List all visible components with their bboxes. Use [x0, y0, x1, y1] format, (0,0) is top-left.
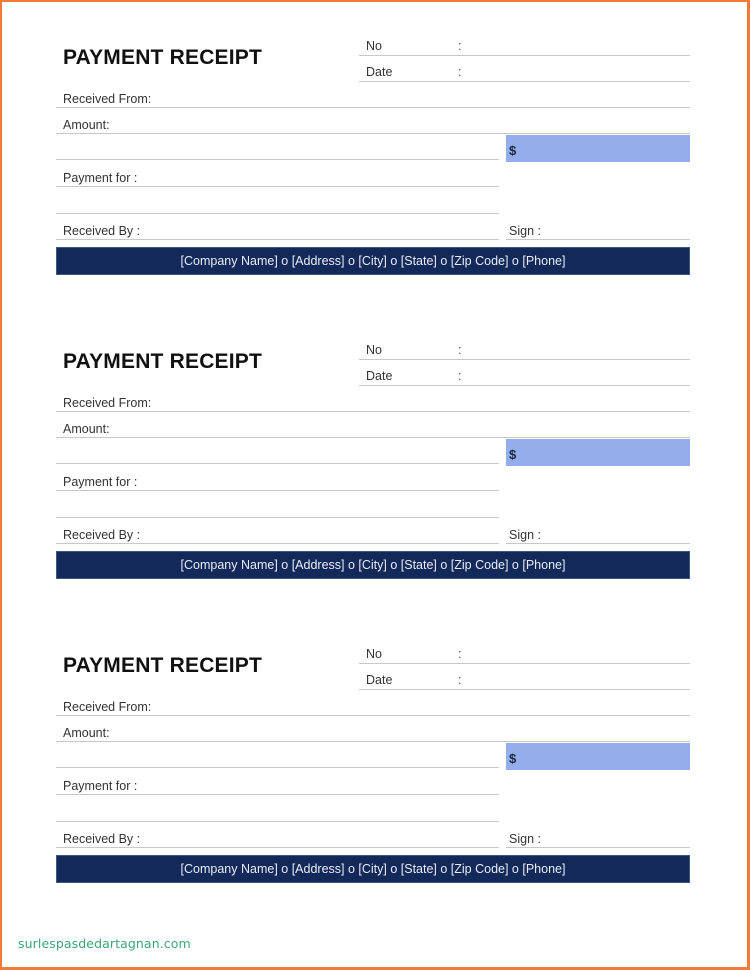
date-field[interactable]	[470, 369, 688, 383]
payment-for-field[interactable]	[145, 475, 495, 489]
received-from-field[interactable]	[155, 700, 685, 714]
date-colon: :	[458, 673, 462, 687]
no-field[interactable]	[470, 39, 688, 53]
amount-words-underline	[56, 767, 499, 768]
received-by-label: Received By :	[63, 528, 141, 542]
payment-for-label: Payment for :	[63, 171, 138, 185]
received-by-field[interactable]	[142, 832, 492, 846]
date-field[interactable]	[470, 673, 688, 687]
sign-label: Sign :	[509, 832, 541, 846]
received-by-field[interactable]	[142, 224, 492, 238]
payment-receipt-2	[0, 330, 750, 610]
date-label: Date	[366, 65, 393, 79]
received-by-label: Received By :	[63, 224, 141, 238]
no-colon: :	[458, 39, 462, 53]
no-label: No	[366, 647, 382, 661]
date-underline	[359, 81, 690, 82]
sign-underline	[506, 847, 690, 848]
payment-for-underline-2	[56, 821, 499, 822]
received-from-field[interactable]	[155, 396, 685, 410]
company-footer-text: [Company Name] o [Address] o [City] o [State] o [Zip Code] o [Phone]	[180, 254, 566, 268]
received-from-underline	[56, 715, 690, 716]
sign-underline	[506, 543, 690, 544]
amount-value-field[interactable]	[506, 743, 690, 770]
payment-for-label: Payment for :	[63, 475, 138, 489]
date-colon: :	[458, 369, 462, 383]
receipt-title: PAYMENT RECEIPT	[63, 654, 263, 677]
received-from-label: Received From:	[63, 92, 152, 106]
amount-label: Amount:	[63, 422, 110, 436]
received-from-underline	[56, 411, 690, 412]
payment-for-underline-1	[56, 490, 499, 491]
receipt-title: PAYMENT RECEIPT	[63, 46, 263, 69]
received-by-field[interactable]	[142, 528, 492, 542]
no-underline	[359, 55, 690, 56]
amount-underline	[56, 437, 690, 438]
date-colon: :	[458, 65, 462, 79]
payment-for-underline-2	[56, 213, 499, 214]
received-by-label: Received By :	[63, 832, 141, 846]
received-by-underline	[56, 239, 499, 240]
no-colon: :	[458, 343, 462, 357]
received-by-underline	[56, 543, 499, 544]
payment-for-field[interactable]	[145, 779, 495, 793]
sign-label: Sign :	[509, 224, 541, 238]
amount-words-field[interactable]	[63, 143, 493, 157]
no-label: No	[366, 343, 382, 357]
amount-value-field[interactable]	[506, 439, 690, 466]
amount-underline	[56, 741, 690, 742]
date-label: Date	[366, 673, 393, 687]
sign-underline	[506, 239, 690, 240]
date-label: Date	[366, 369, 393, 383]
received-from-label: Received From:	[63, 700, 152, 714]
payment-receipt-1	[0, 26, 750, 306]
sign-label: Sign :	[509, 528, 541, 542]
company-footer-text: [Company Name] o [Address] o [City] o [State] o [Zip Code] o [Phone]	[180, 862, 566, 876]
payment-for-label: Payment for :	[63, 779, 138, 793]
dollar-sign: $	[509, 143, 517, 158]
no-field[interactable]	[470, 647, 688, 661]
no-label: No	[366, 39, 382, 53]
payment-for-underline-1	[56, 186, 499, 187]
no-underline	[359, 359, 690, 360]
watermark-text: surlespasdedartagnan.com	[18, 936, 191, 951]
payment-for-field[interactable]	[145, 171, 495, 185]
amount-words-field[interactable]	[63, 751, 493, 765]
payment-for-underline-1	[56, 794, 499, 795]
date-underline	[359, 385, 690, 386]
received-by-underline	[56, 847, 499, 848]
company-footer-bar	[56, 551, 690, 579]
no-field[interactable]	[470, 343, 688, 357]
payment-receipt-3	[0, 634, 750, 914]
no-colon: :	[458, 647, 462, 661]
date-underline	[359, 689, 690, 690]
amount-label: Amount:	[63, 726, 110, 740]
received-from-label: Received From:	[63, 396, 152, 410]
amount-words-underline	[56, 159, 499, 160]
company-footer-bar	[56, 855, 690, 883]
amount-value-field[interactable]	[506, 135, 690, 162]
received-from-field[interactable]	[155, 92, 685, 106]
received-from-underline	[56, 107, 690, 108]
company-footer-bar	[56, 247, 690, 275]
amount-label: Amount:	[63, 118, 110, 132]
sign-field[interactable]	[545, 832, 685, 846]
dollar-sign: $	[509, 751, 517, 766]
date-field[interactable]	[470, 65, 688, 79]
sign-field[interactable]	[545, 528, 685, 542]
company-footer-text: [Company Name] o [Address] o [City] o [State] o [Zip Code] o [Phone]	[180, 558, 566, 572]
payment-for-underline-2	[56, 517, 499, 518]
amount-underline	[56, 133, 690, 134]
dollar-sign: $	[509, 447, 517, 462]
no-underline	[359, 663, 690, 664]
amount-words-field[interactable]	[63, 447, 493, 461]
sign-field[interactable]	[545, 224, 685, 238]
receipt-title: PAYMENT RECEIPT	[63, 350, 263, 373]
amount-words-underline	[56, 463, 499, 464]
